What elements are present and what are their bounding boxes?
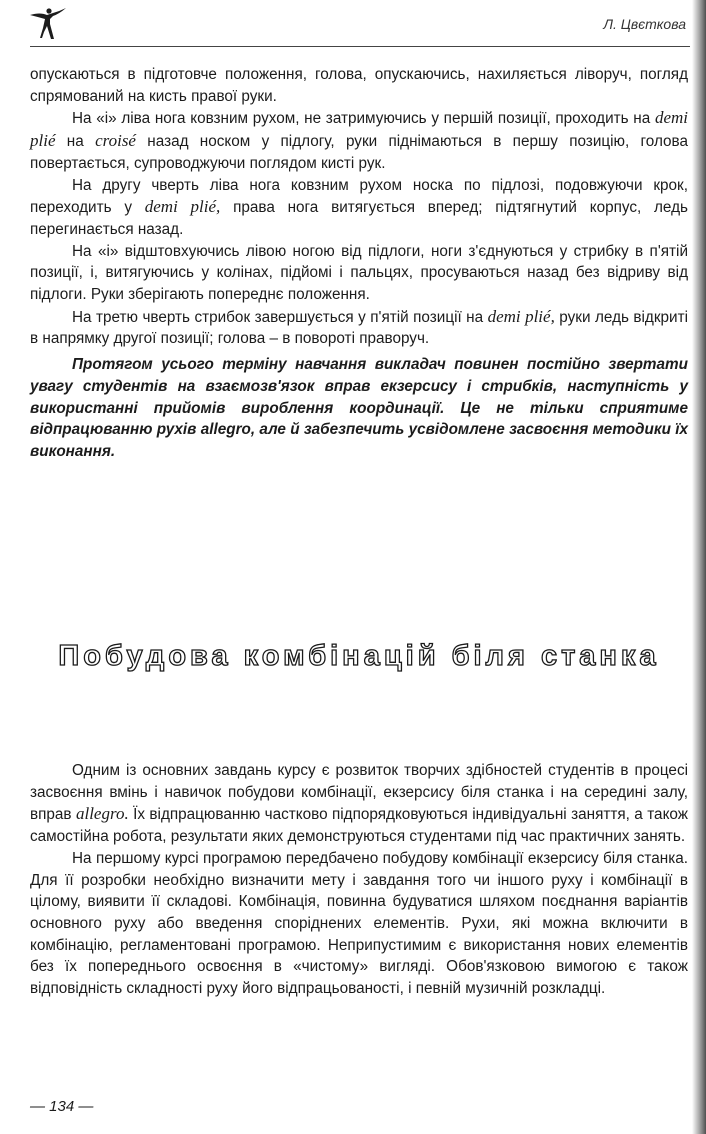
header-rule bbox=[30, 46, 690, 47]
running-header-author: Л. Цвєткова bbox=[603, 16, 686, 32]
text-run: права нога витягується вперед; підтягнутий корпус, ледь перегинається назад. bbox=[30, 199, 688, 238]
text-run: Одним із основних завдань курсу є розвиток творчих здібностей студентів в процесі засвоєння вмінь і навичок побудови комбінації, екзерсису біля станка і на середині залу, вправ bbox=[30, 762, 688, 824]
ballerina-logo-icon bbox=[28, 4, 68, 42]
binding-shadow bbox=[692, 0, 706, 1134]
body-text-top bbox=[30, 64, 688, 463]
paragraph: опускаються в підготовче положення, голова, опускаючись, нахиляється ліворуч, погляд спрямований на кисть правої руки. bbox=[30, 66, 688, 105]
paragraph bbox=[30, 306, 688, 350]
text-run: На третю чверть стрибок завершується у п'ятій позиції на bbox=[72, 308, 484, 326]
emphasized-paragraph: Протягом усього терміну навчання викладач повинен постійно звертати увагу студентів на взаємозв'язок вправ екзерсису і стрибків, наступність у використанні прийомів вироблення координації. Це не тільки сприятиме відпрацюванню рухів allegro, але й забезпечить усвідомлене засвоєння методики їх виконання. bbox=[30, 356, 688, 460]
text-run: На «і» ліва нога ковзним рухом, не затримуючись у першій позиції, проходить на bbox=[72, 110, 651, 128]
term-demi-plie: demi plié bbox=[30, 108, 688, 151]
paragraph bbox=[30, 175, 688, 241]
page-number: — 134 — bbox=[30, 1098, 94, 1115]
paragraph: На першому курсі програмою передбачено побудову комбінації екзерсису біля станка. Для її розробки необхідно визначити мету і завдання того чи іншого руху і комбінації в цілому, виявити її складові. Комбінація, повинна будуватися шляхом поєднання варіантів основного руху або введення споріднених елементів. Рухи, які можна включити в комбінацію, регламентовані програмою. Неприпустимим є використання нових елементів без їх попереднього освоєння в «чистому» вигляді. Обов'язковою вимогою є також відповідність складності руху його відпрацьованості, і певній музичній розкладці. bbox=[30, 849, 688, 998]
paragraph bbox=[30, 760, 688, 848]
body-text-bottom bbox=[30, 760, 688, 1000]
term-allegro: allegro. bbox=[75, 804, 129, 824]
section-heading: Побудова комбінацій біля станка bbox=[58, 640, 660, 672]
text-run: Їх відпрацюванню частково підпорядковуються індивідуальні заняття, а також самостійна робота, результати яких демонструються студентами під час практичних занять. bbox=[30, 806, 688, 846]
term-croise: croisé bbox=[95, 131, 136, 151]
term-demi-plie: demi plié, bbox=[144, 197, 221, 217]
text-run: назад носком у підлогу, руки піднімаються в першу позицію, голова повертається, супроводжуючи поглядом кисті рук. bbox=[30, 133, 689, 172]
text-run: на bbox=[66, 133, 84, 151]
term-demi-plie: demi plié, bbox=[487, 306, 555, 326]
text-run: На другу чверть ліва нога ковзним рухом носка по підлозі, подовжуючи крок, переходить у bbox=[30, 176, 688, 217]
paragraph: На «і» відштовхуючись лівою ногою від підлоги, ноги з'єднуються у стрибку в п'ятій позиції, і, витягуючись у колінах, підйомі і пальцях, просуваються назад без відриву від підлоги. Руки зберігають попереднє положення. bbox=[30, 242, 688, 304]
paragraph bbox=[30, 107, 688, 174]
text-run: руки ледь відкриті в напрямку другої позиції; голова – в повороті праворуч. bbox=[30, 308, 689, 348]
